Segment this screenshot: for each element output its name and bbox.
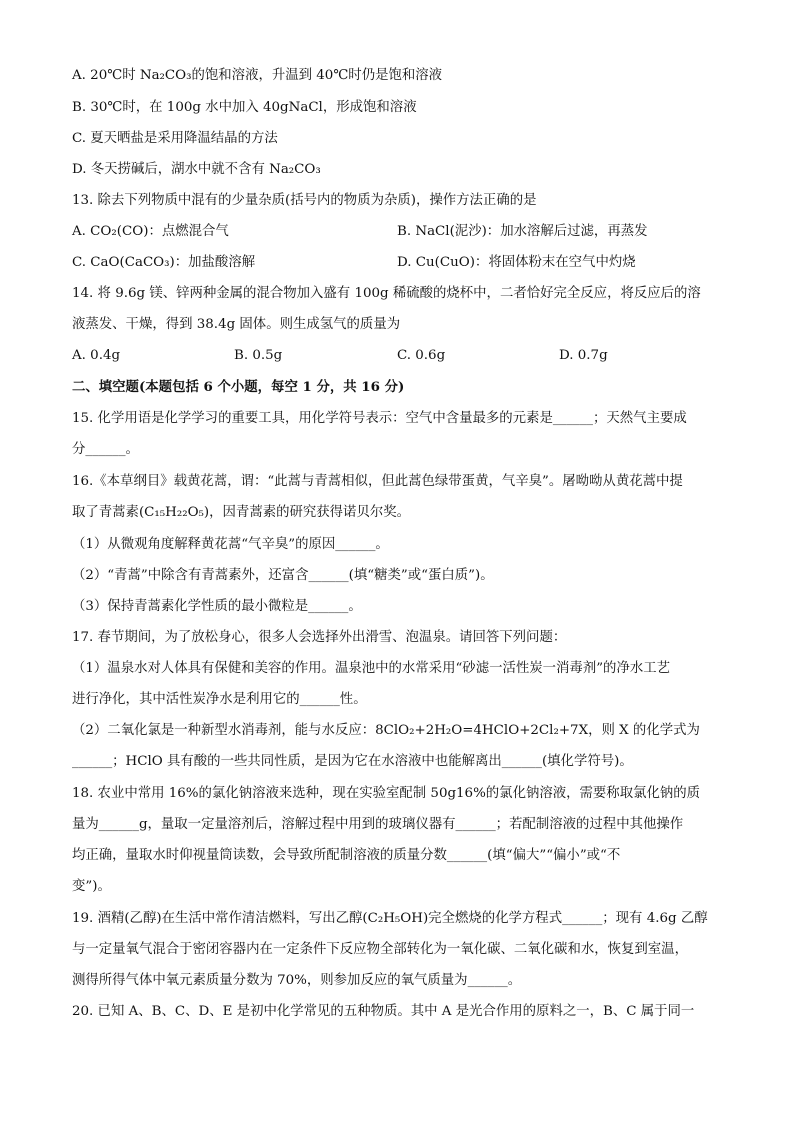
q17-sub-1-line-1: （1）温泉水对人体具有保健和美容的作用。温泉池中的水常采用“砂滤一活性炭一消毒剂”的净水工艺 xyxy=(72,661,671,676)
q18-line-2: 量为______g，量取一定量溶剂后，溶解过程中用到的玻璃仪器有______；若配制溶液的过程中其他操作 xyxy=(72,817,684,832)
q12-option-d: D. 冬天捞碱后，湖水中就不含有 Na₂CO₃ xyxy=(72,162,321,177)
q13-option-b: B. NaCl(泥沙)：加水溶解后过滤，再蒸发 xyxy=(397,224,648,239)
q15-line-2: 分______。 xyxy=(72,442,139,457)
section-2-heading: 二、填空题(本题包括 6 个小题，每空 1 分，共 16 分) xyxy=(72,379,405,395)
q20-line-1: 20. 已知 A、B、C、D、E 是初中化学常见的五种物质。其中 A 是光合作用的原料之一，B、C 属于同一 xyxy=(72,1004,695,1019)
q19-line-2: 与一定量氧气混合于密闭容器内在一定条件下反应物全部转化为一氧化碳、二氧化碳和水，恢复到室温， xyxy=(72,942,688,957)
q13-stem: 13. 除去下列物质中混有的少量杂质(括号内的物质为杂质)，操作方法正确的是 xyxy=(72,193,537,208)
q15-line-1: 15. 化学用语是化学学习的重要工具，用化学符号表示：空气中含量最多的元素是______；天然气主要成 xyxy=(72,411,687,426)
q14-stem-line-1: 14. 将 9.6g 镁、锌两种金属的混合物加入盛有 100g 稀硫酸的烧杯中，二者恰好完全反应，将反应后的溶 xyxy=(72,286,701,301)
q19-line-3: 测得所得气体中氧元素质量分数为 70%，则参加反应的氧气质量为______。 xyxy=(72,973,522,988)
q14-stem-line-2: 液蒸发、干燥，得到 38.4g 固体。则生成氢气的质量为 xyxy=(72,317,401,332)
q17-line-1: 17. 春节期间，为了放松身心，很多人会选择外出滑雪、泡温泉。请回答下列问题： xyxy=(72,630,567,645)
q14-option-b: B. 0.5g xyxy=(234,348,283,363)
q16-sub-2: （2）“青蒿”中除含有青蒿素外，还富含______(填“糖类”或“蛋白质”)。 xyxy=(72,568,494,583)
q14-option-d: D. 0.7g xyxy=(559,348,608,363)
q13-option-d: D. Cu(CuO)：将固体粉末在空气中灼烧 xyxy=(397,255,636,270)
q13-option-a: A. CO₂(CO)：点燃混合气 xyxy=(72,224,229,239)
q16-line-1: 16.《本草纲目》载黄花蒿，谓：“此蒿与青蒿相似，但此蒿色绿带蛋黄，气辛臭”。屠呦呦从黄花蒿中提 xyxy=(72,474,683,489)
q12-option-b: B. 30℃时，在 100g 水中加入 40gNaCl，形成饱和溶液 xyxy=(72,100,417,115)
q14-option-a: A. 0.4g xyxy=(72,348,121,363)
q16-line-2: 取了青蒿素(C₁₅H₂₂O₅)，因青蒿素的研究获得诺贝尔奖。 xyxy=(72,505,411,520)
q12-option-c: C. 夏天晒盐是采用降温结晶的方法 xyxy=(72,131,278,146)
q12-option-a: A. 20℃时 Na₂CO₃的饱和溶液，升温到 40℃时仍是饱和溶液 xyxy=(72,68,443,83)
q17-sub-1-line-2: 进行净化，其中活性炭净水是利用它的______性。 xyxy=(72,692,367,707)
q13-option-c: C. CaO(CaCO₃)：加盐酸溶解 xyxy=(72,255,256,270)
q16-sub-1: （1）从微观角度解释黄花蒿“气辛臭”的原因______。 xyxy=(72,537,389,552)
q16-sub-3: （3）保持青蒿素化学性质的最小微粒是______。 xyxy=(72,599,362,614)
q18-line-3: 均正确，量取水时仰视量筒读数，会导致所配制溶液的质量分数______(填“偏大”“偏小”或“不 xyxy=(72,848,621,863)
q17-sub-2-line-1: （2）二氧化氯是一种新型水消毒剂，能与水反应：8ClO₂+2H₂O=4HClO+2Cl₂+7X，则 X 的化学式为 xyxy=(72,723,700,738)
q18-line-4: 变”)。 xyxy=(72,879,111,894)
q19-line-1: 19. 酒精(乙醇)在生活中常作清洁燃料，写出乙醇(C₂H₅OH)完全燃烧的化学方程式______；现有 4.6g 乙醇 xyxy=(72,911,708,926)
q14-option-c: C. 0.6g xyxy=(397,348,446,363)
q17-sub-2-line-2: ______；HClO 具有酸的一些共同性质，是因为它在水溶液中也能解离出______(填化学符号)。 xyxy=(72,754,633,769)
q18-line-1: 18. 农业中常用 16%的氯化钠溶液来选种，现在实验室配制 50g16%的氯化钠溶液，需要称取氯化钠的质 xyxy=(72,786,701,801)
